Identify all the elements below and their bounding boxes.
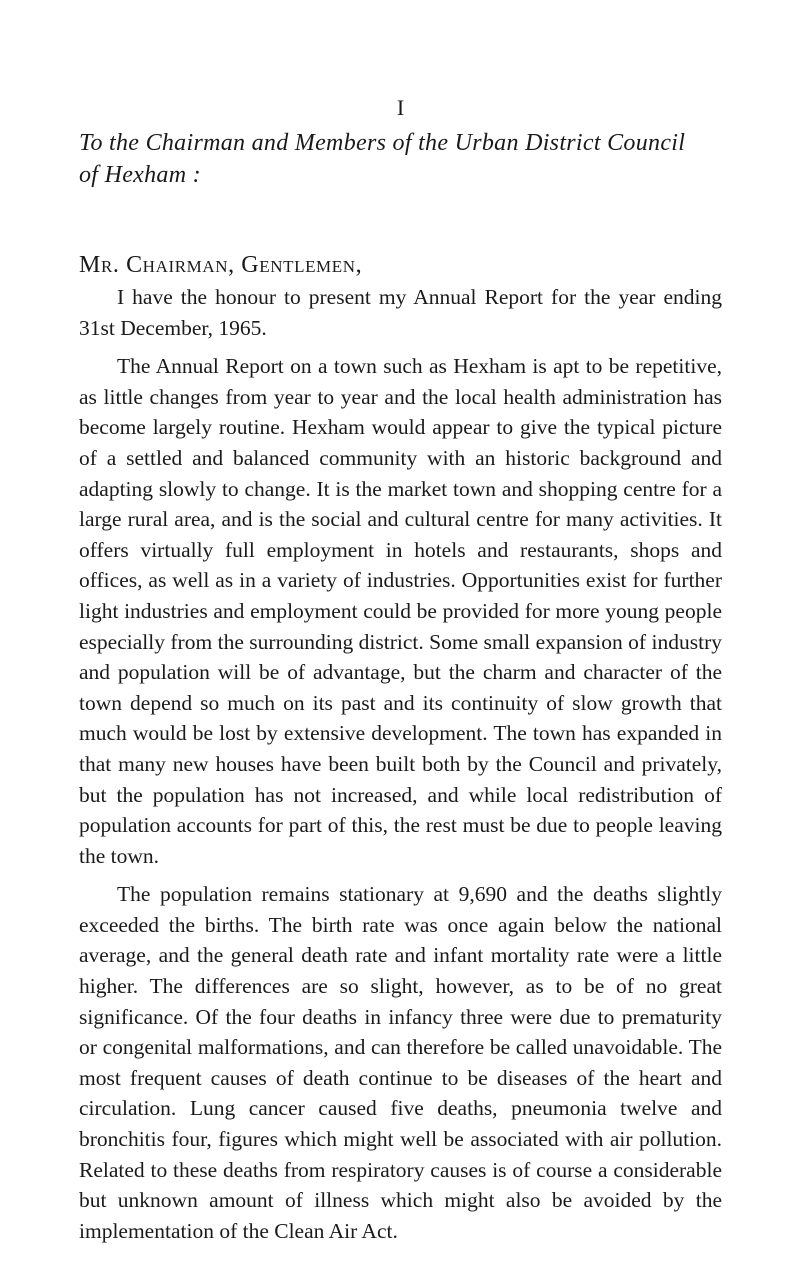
paragraph: The population remains stationary at 9,690 and the deaths slightly exceeded the births. The birth rate was once again below the national average, and the general death rate and infant mortality rate were a little higher. The differences are so slight, however, as to be of no great significance. Of the four deaths in infancy three were due to prematurity or congenital malformations, and can therefore be called unavoidable. The most frequent causes of death continue to be diseases of the heart and circulation. Lung cancer caused five deaths, pneumonia twelve and bronchitis four, figures which might well be associated with air pollution. Related to these deaths from respiratory causes is of course a considerable but unknown amount of illness which might also be avoided by the implementation of the Clean Air Act. (79, 882, 722, 1243)
address-line-1: To the Chairman and Members of the Urban District Council (79, 130, 686, 156)
paragraph: The Annual Report on a town such as Hexham is apt to be repetitive, as little changes from year to year and the local health administration has become largely routine. Hexham would appear to give the typical picture of a settled and balanced community with an historic background and adapting slowly to change. It is the market town and shopping centre for a large rural area, and is the social and cultural centre for many activities. It offers virtually full employment in hotels and restaurants, shops and offices, as well as in a variety of industries. Opportunities exist for further light industries and employment could be provided for more young people especially from the surrounding district. Some small expansion of industry and population will be of advantage, but the charm and character of the town depend so much on its past and its continuity of slow growth that much would be lost by extensive development. The town has expanded in that many new houses have been built both by the Council and privately, but the population has not increased, and while local redistribution of population accounts for part of this, the rest must be due to people leaving the town. (79, 354, 722, 868)
address-line-2: of Hexham : (79, 162, 201, 188)
address-block (79, 127, 719, 191)
greeting: Mr. Chairman, Gentlemen, (79, 252, 363, 278)
paragraph: I have the honour to present my Annual Report for the year ending 31st December, 1965. (79, 285, 722, 340)
page-number: I (396, 95, 405, 120)
report-body (79, 282, 722, 1254)
